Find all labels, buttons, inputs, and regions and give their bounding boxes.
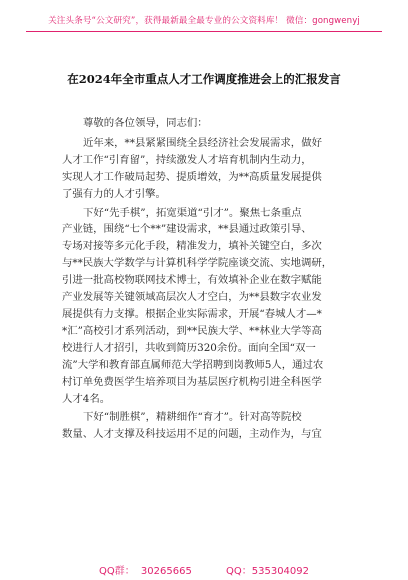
text-line: 下好“先手棋”，拓宽渠道“引才”。聚焦七条重点 (83, 206, 302, 219)
text-line: 数量、人才支撑及科技运用不足的问题，主动作为，与宜 (62, 428, 322, 441)
text-line: 引进一批高校物联网技术博士，有效填补企业在数字赋能 (62, 274, 322, 287)
header-divider (26, 31, 382, 32)
paragraph-2 (62, 205, 346, 408)
qq-number: QQ：535304092 (226, 566, 310, 577)
text-line: 人才工作“引育留”，持续激发人才培育机制内生动力， (62, 153, 312, 166)
text-line: 展提供有力支撑。根据企业实际需求，开展“春城人才—* (62, 307, 322, 320)
text-line: 校进行人才招引，共收到简历320余份。面向全国“双一 (62, 341, 316, 354)
salutation: 尊敬的各位领导，同志们： (83, 117, 208, 129)
header-banner: 关注头条号“公文研究”，获得最新最全最专业的公文资料库！ 微信：gongwenyj (48, 16, 360, 26)
paragraph-3 (62, 409, 346, 443)
text-line: 与**民族大学数学与计算机科学学院座谈交流、实地调研， (62, 257, 333, 270)
qq-group-number: QQ群： 30265665 (98, 566, 192, 577)
text-line: 了强有力的人才引擎。 (62, 187, 166, 200)
text-line: *汇”高校引才系列活动，到**民族大学、**林业大学等高 (62, 324, 322, 337)
text-line: 流”大学和教育部直属师范大学招聘到岗教师5人，通过农 (62, 358, 324, 371)
paragraph-1 (62, 135, 346, 203)
footer-contact (0, 562, 408, 577)
text-line: 产业链，围绕“七个**”建设需求，**县通过政策引导、 (62, 223, 312, 236)
text-line: 人才4名。 (62, 392, 111, 405)
text-line: 产业发展等关键领域高层次人才空白，为**县数字农业发 (62, 291, 322, 304)
text-line: 专场对接等多元化手段，精准发力，填补关键空白，多次 (62, 240, 322, 253)
text-line: 实现人才工作破局起势、提质增效，为**高质量发展提供 (62, 170, 322, 183)
text-line: 近年来，**县紧紧围绕全县经济社会发展需求，做好 (83, 136, 322, 149)
text-line: 下好“制胜棋”，精耕细作“育才”。针对高等院校 (83, 411, 302, 424)
page-title: 在2024年全市重点人才工作调度推进会上的汇报发言 (67, 72, 341, 86)
document-body (62, 115, 346, 445)
text-line: 村订单免费医学生培养项目为基层医疗机构引进全科医学 (62, 375, 322, 388)
